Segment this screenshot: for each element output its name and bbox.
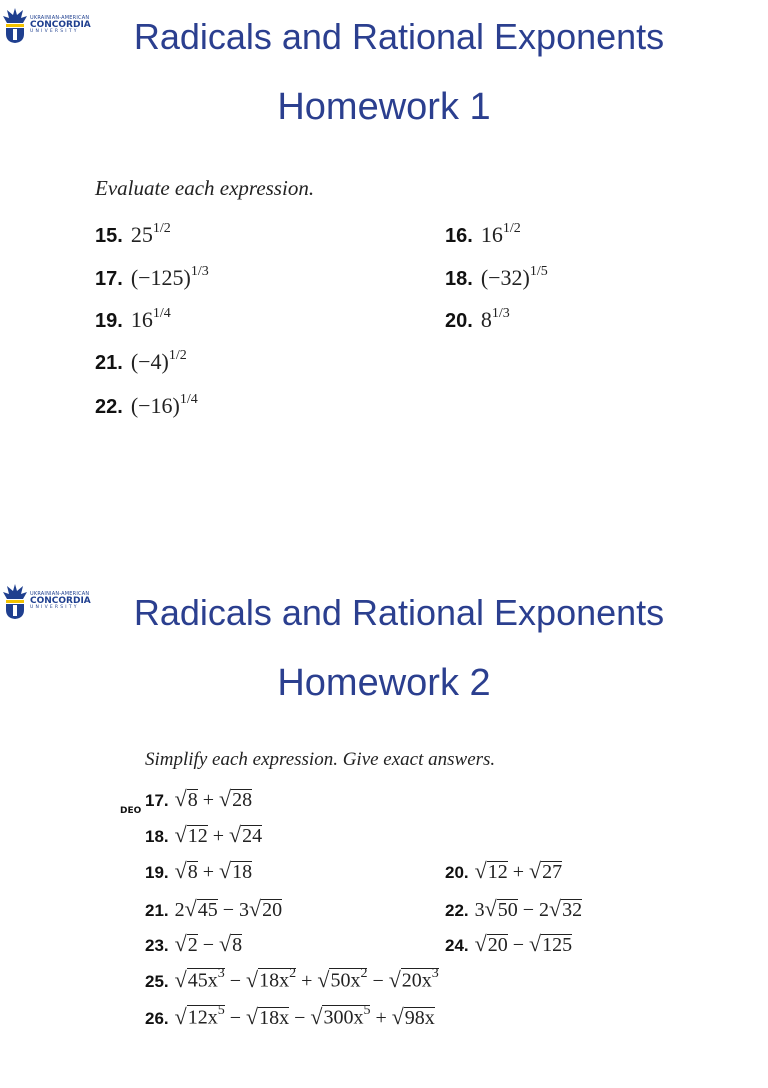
problem-17: 17. $(-125)^{1/3}$ bbox=[95, 263, 209, 290]
problem-15: 15. $25^{1/2}$ bbox=[95, 220, 171, 247]
logo-line-2: CONCORDIA bbox=[30, 19, 91, 30]
problem-25: 25. $√45x^3 - √18x^2 + √50x^2 - √20x^3$ bbox=[145, 966, 439, 992]
instruction-text: Simplify each expression. Give exact answers. bbox=[145, 749, 496, 770]
problem-18: 18. $(-32)^{1/5}$ bbox=[445, 263, 548, 290]
slide-title: Radicals and Rational Exponents bbox=[133, 592, 665, 633]
slide-homework-2 bbox=[0, 576, 768, 1088]
problem-23: 23. √2 − √8 bbox=[145, 931, 243, 956]
slide-homework-1 bbox=[0, 0, 768, 512]
problem-20: 20. √12 + √27 bbox=[445, 858, 563, 883]
problem-18: 18. √12 + √24 bbox=[145, 822, 263, 847]
instruction-text: Evaluate each expression. bbox=[95, 176, 315, 200]
slide-subtitle: Homework 1 bbox=[277, 86, 491, 128]
svg-text:DEO: DEO bbox=[120, 806, 142, 816]
problem-19: 19. $16^{1/4}$ bbox=[95, 305, 171, 332]
slide-title: Radicals and Rational Exponents bbox=[133, 16, 665, 57]
problem-22: 22. $(-16)^{1/4}$ bbox=[95, 391, 198, 418]
logo-line-1: UKRAINIAN-AMERICAN bbox=[30, 590, 90, 597]
problem-16: 16. $16^{1/2}$ bbox=[445, 220, 521, 247]
problem-21: 21. 2√45 − 3√20 bbox=[145, 896, 283, 921]
logo-line-1: UKRAINIAN-AMERICAN bbox=[30, 14, 90, 21]
problem-17: 17. √8 + √28 bbox=[145, 786, 253, 811]
logo-line-2: CONCORDIA bbox=[30, 595, 91, 606]
problem-19: 19. √8 + √18 bbox=[145, 858, 253, 883]
problem-26: 26. $√12x^5 - √18x - √300x^5 + √98x$ bbox=[145, 1003, 435, 1029]
problem-22: 22. 3√50 − 2√32 bbox=[445, 896, 583, 921]
problem-20: 20. $8^{1/3}$ bbox=[445, 305, 510, 332]
slide-subtitle: Homework 2 bbox=[277, 662, 491, 704]
logo-line-3: UNIVERSITY bbox=[30, 28, 79, 34]
video-icon bbox=[120, 776, 142, 816]
problem-24: 24. √20 − √125 bbox=[445, 931, 573, 956]
problem-21: 21. $(-4)^{1/2}$ bbox=[95, 347, 187, 374]
logo-line-3: UNIVERSITY bbox=[30, 604, 79, 610]
